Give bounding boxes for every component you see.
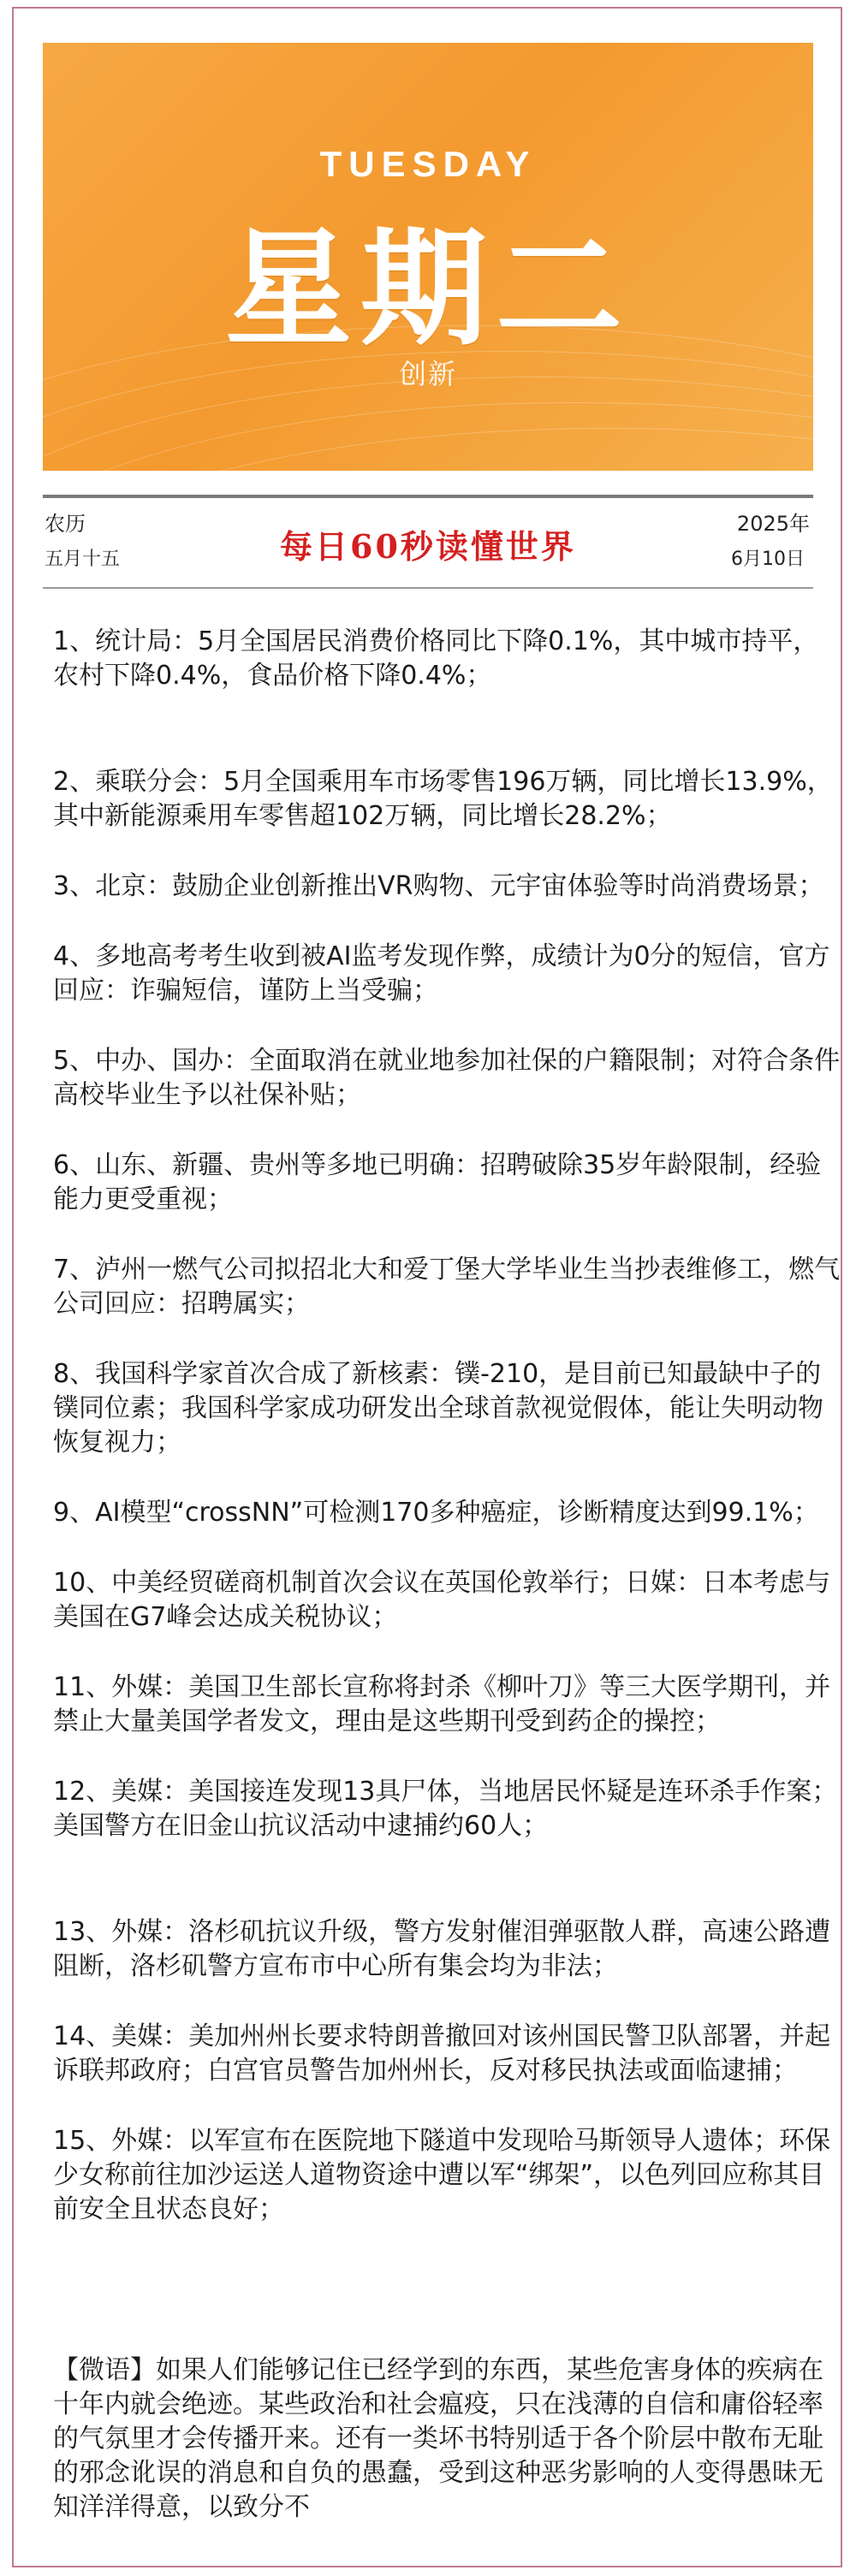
news-item: 9、AI模型“crossNN”可检测170多种癌症，诊断精度达到99.1%； (53, 1498, 819, 1528)
lunar-date: 五月十五 (45, 549, 121, 570)
news-item: 13、外媒：洛杉矶抗议升级，警方发射催泪弹驱散人群，高速公路遭阻断，洛杉矶警方宣布市中心所有集会均为非法； (53, 1917, 831, 1981)
news-item: 5、中办、国办：全面取消在就业地参加社保的户籍限制；对符合条件高校毕业生予以社保补贴； (53, 1046, 841, 1110)
news-item: 3、北京：鼓励企业创新推出VR购物、元宇宙体验等时尚消费场景； (53, 871, 824, 901)
news-list (53, 625, 841, 2227)
date-label: 6月10日 (731, 549, 805, 570)
year-label: 2025年 (736, 512, 810, 536)
news-item: 6、山东、新疆、贵州等多地已明确：招聘破除35岁年龄限制，经验能力更受重视； (53, 1150, 822, 1214)
weekday-english: TUESDAY (319, 144, 537, 184)
weekday-chinese: 星期二 (225, 214, 631, 363)
page-title: 每日60秒读懂世界 (280, 527, 576, 566)
news-item: 10、中美经贸磋商机制首次会议在英国伦敦举行；日媒：日本考虑与美国在G7峰会达成关税协议； (53, 1568, 831, 1632)
news-item: 2、乘联分会：5月全国乘用车市场零售196万辆，同比增长13.9%，其中新能源乘用车零售超102万辆，同比增长28.2%； (53, 767, 833, 831)
news-item: 7、泸州一燃气公司拟招北大和爱丁堡大学毕业生当抄表维修工，燃气公司回应：招聘属实； (53, 1255, 841, 1319)
news-item: 15、外媒：以军宣布在医院地下隧道中发现哈马斯领导人遗体；环保少女称前往加沙运送人道物资途中遭以军“绑架”，以色列回应称其目前安全且状态良好； (53, 2126, 831, 2224)
daily-quote: 【微语】如果人们能够记住已经学到的东西，某些危害身体的疾病在十年内就会绝迹。某些政治和社会瘟疫，只在浅薄的自信和庸俗轻率的气氛里才会传播开来。还有一类坏书特别适于各个阶层中散布无耻的邪念讹误的消息和自负的愚蠢，受到这种恶劣影响的人变得愚昧无知洋洋得意，以致分不 (53, 2355, 823, 2522)
news-item: 11、外媒：美国卫生部长宣称将封杀《柳叶刀》等三大医学期刊，并禁止大量美国学者发文，理由是这些期刊受到药企的操控； (53, 1672, 831, 1736)
lunar-label: 农历 (45, 512, 86, 536)
news-item: 14、美媒：美加州州长要求特朗普撤回对该州国民警卫队部署，并起诉联邦政府；白宫官员警告加州州长，反对移民执法或面临逮捕； (53, 2021, 831, 2086)
news-item: 8、我国科学家首次合成了新核素：镤-210，是目前已知最缺中子的镤同位素；我国科学家成功研发出全球首款视觉假体，能让失明动物恢复视力； (53, 1359, 823, 1457)
news-item: 1、统计局：5月全国居民消费价格同比下降0.1%，其中城市持平，农村下降0.4%，食品价格下降0.4%； (53, 626, 819, 691)
news-item: 4、多地高考考生收到被AI监考发现作弊，成绩计为0分的短信，官方回应：诈骗短信，谨防上当受骗； (53, 941, 830, 1006)
news-item: 12、美媒：美国接连发现13具尸体，当地居民怀疑是连环杀手作案；美国警方在旧金山抗议活动中逮捕约60人； (53, 1777, 838, 1841)
weekday-banner (43, 43, 813, 471)
date-info-bar (43, 495, 813, 589)
daily-theme: 创新 (398, 358, 457, 390)
